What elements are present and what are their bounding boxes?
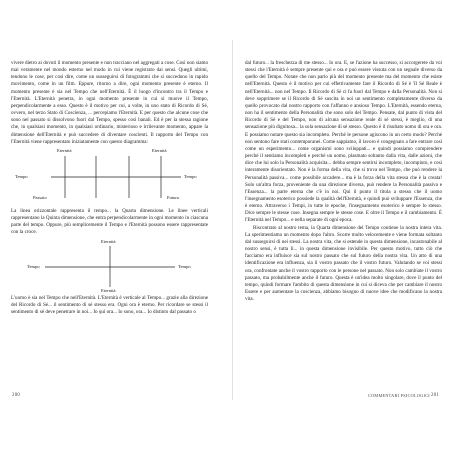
label-eternity-left: Eternità xyxy=(57,147,72,153)
right-running-head: COMMENTARI PSICOLOGICI xyxy=(368,393,430,398)
label-past: Passato xyxy=(33,194,47,200)
label-time-right: Tempo xyxy=(184,173,197,179)
gutter-line xyxy=(232,40,233,400)
cross-label-eternity-bottom: Eternità xyxy=(101,287,116,293)
label-time-left: Tempo xyxy=(15,173,28,179)
cross-diagram xyxy=(11,237,208,295)
right-paragraph-2: Riscontrato al nostro tema, la Quarta dimensione del Tempo contiene la nostra intera vita. La sperimentiamo un momento dopo l'altro. Scorre molto velocemente e viene formata soltanto dal susseguirsi di nei stessi. La nostra vita, che si estende in questa dimensione, incastonabile al nostro sensi, è tutta lì... in questa dimensione invisibile. Per questo motivo, tutto ciò che facciamo era influisce sia sul nostro passato che sul futuro della nostra vita. Un atto di una identificazione era influenza, sia il vostro passato che il vostro futuro. Valutando se voi stessi ora, confrontate anche il vostro rapporto con le persone nel passato. Non solo cambiate il vostro passato, ma probabilmente anche il futuro. Questa è un'idea molto singolare, dove il punto del tempo, quindi formare l'ambito di questa dimensione in cui si diceva che per cambiare il nostro Essere e per aumentare la coscienza, abbiamo bisogno di nuove idee che modificano la nostra vita. xyxy=(245,224,442,303)
time-eternity-diagram xyxy=(11,146,208,208)
left-paragraph-1: vivere dietro ai dovuti il momento presente e non tracciano nel aggregati a cose. Così non siamo mai veramente nel mondo esterno nel modo in cui viene registrato dai sensi. Quegli ultimi, tendono le cose, per così dire, come un susseguirsi di fotogrammi che si succedono in rapido movimento, come in un film. Eppure, ritorno a dire, ogni momento presente è eterno. Il momento presente è sia nel Tempo che nell'Eternità. È il luogo d'incontro tra il Tempo e l'Eternità. L'Eternità penetra, in ogni momento presente in cui si muove il Tempo, perpendicolarmente a esso. Questo è il motivo per cui, a volte, in uno stato di Ricordo di Sé, ovvero, nel terzo Stato di Coscienza, ... percepiamo l'Eternità. E per questo che alcune cose che sono nel passato si dissolvono fuori dal Tempo, spesso così banali. Ed è per la stessa ragione che, in qualsiasi momento, in qualsiasi ordinario, misterioso e irrilevante momento, appare la dimensione dell'Eternità e può succedere di diventare coscienti. Il rapporto del Tempo con l'Eternità viene rappresentato iniziatamente con questo diagramma: xyxy=(11,60,208,145)
label-future: Futuro xyxy=(167,194,180,200)
left-folio: 200 xyxy=(12,393,21,398)
right-page xyxy=(245,60,442,390)
cross-label-time-left: Tempo xyxy=(27,263,40,269)
cross-label-time-right: Tempo xyxy=(178,263,191,269)
right-folio: 201 xyxy=(431,393,440,398)
cross-label-eternity-top: Eternità xyxy=(101,238,116,244)
right-paragraph-1: dal futuro... la freschezza di me stesso... Io ora. E, se l'azione ha successo, si accorgerete da voi stessi che l'Eternità è sempre presente qui e ora e può essere vissuta con un segnale diverso da quello del Tempo. Notate che non parlo più del momento presente ma del momento che esiste nell'Eternità. Questo è il motivo per cui effettivamente fare il Ricordo di Sé è 'Il Sé Reale è nell'Eternità... non nel Tempo. Il Ricordo di Sé ci fa fuori dal Tempo e dalla Personalità. Non si deve sopprimere se il Ricordo di Sé suscita in noi un sentimento completamente diverso da quello provocato dal nostro rapporto con l'affanno e ansioso Tempo. L'Eternità, essendo eterna, non ha il sentimento della Personalità che sono solo del Tempo. Pensate, dal punto di vista del Ricordo di Sé e del Tempo, non di alcuna sensazione reale di sé stessi, è meglio, di una sensazione più dignitosa... la sola sensazione di sé stesso. Questo è il risultato uomo di ora e ora. E possiamo notare questo sia incompleto. Perché le persone agiscono in un certo modo? Perché non sentono fare stati contemporanei. Come sappiamo, il lavoro è congegnato a fare entrare così come un esperimento... come organismi sono sviluppati... e quindi possiamo comprendere perché il sentiamo incompleti e perché un uomo, plasmato soltanto dalla vita, dalle azioni, che dice che lui solo la Personalità acquisita... debba sempre sentirsi incompleto, incompiuto, e così interamente disorientato. Non è la forma della vita, che si trova nel Tempo, che può rendere la Personalità passiva... come possibile accadere... ma è la forza della vita stessa che è la creata! Solo un'altra forza, proveniente da una direzione diversa, può rendere la Personalità passiva e l'Essenza... la parte eterna che c'è in noi. Qui il punto il titola a stesso che il uomo l'insegnamento esoterico possiede la qualità dell'Eternità, e quindi può sviluppare l'Essenza, che è eterno. Attraverso i Tempi, in tutte le epoche, l'insegnamento esoterico è sempre lo stesso. Dice sempre le stesse cose. Insegna sempre le stesse cose. E oltre il Tempo e il cambiamento. È l'Eternità nel Tempo... e nella separate di ogni epoca. xyxy=(245,60,442,224)
left-paragraph-2: La linea orizzontale rappresenta il tempo... la Quarta dimensione. Le linee verticali rappresentano la Quinta dimensione, che entra perpendicolarmente in ogni momento in ciascuna parte del tempo. Oppure, più semplicemente il Tempo e l'Eternità possono essere rappresentate con la croce. xyxy=(11,207,208,236)
label-eternity-right: Eternità xyxy=(152,147,167,153)
left-paragraph-3: L'uomo è sia nel Tempo che nell'Eternità. L'Eternità è verticale al Tempo... grazie alla direzione del Ricordo di Sé... il sentimento di sé stesso era. Ogni ora è eterno. Per ricordare se stessi il sentimento di sé deve penetrare in noi... Io qui ora... Io sono, ora... Io distinto dal passato o xyxy=(11,294,208,315)
left-page xyxy=(11,60,208,390)
